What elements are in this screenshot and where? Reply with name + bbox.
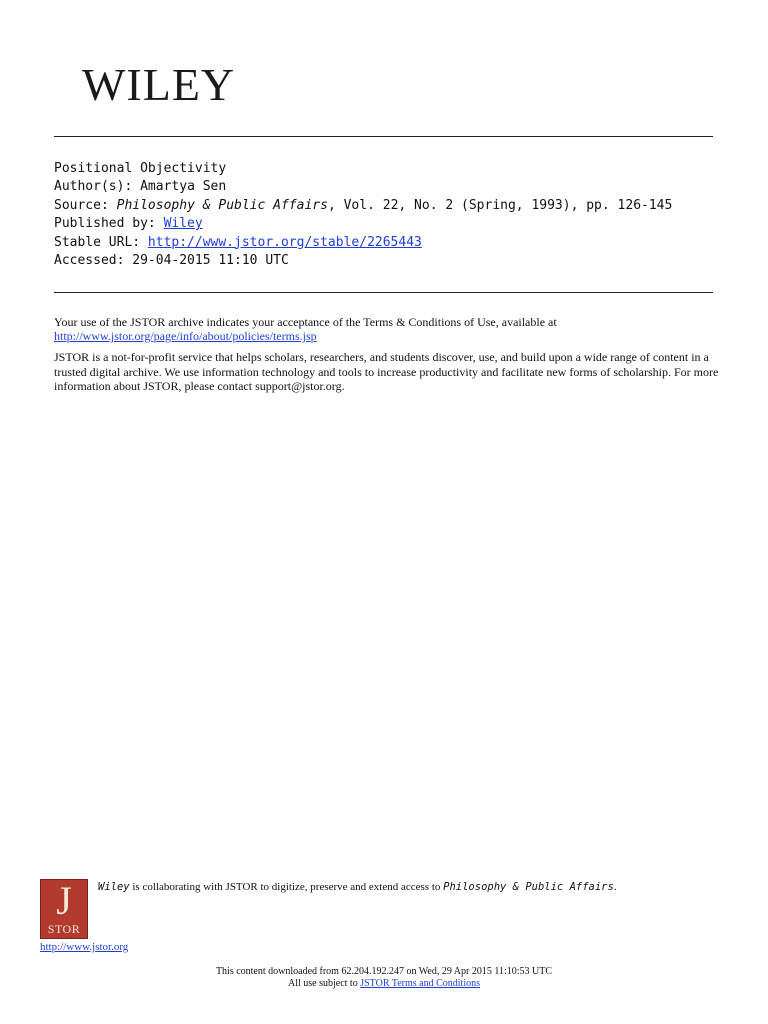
middle-divider xyxy=(54,292,713,293)
terms-notice xyxy=(54,315,724,400)
article-stable-url: Stable URL: http://www.jstor.org/stable/2265443 xyxy=(54,234,422,250)
terms-link[interactable]: http://www.jstor.org/page/info/about/policies/terms.jsp xyxy=(54,329,317,344)
jstor-logo[interactable] xyxy=(40,879,88,939)
jstor-home-link[interactable]: http://www.jstor.org xyxy=(40,941,129,953)
publisher-link[interactable]: Wiley xyxy=(163,216,203,232)
terms-paragraph: Your use of the JSTOR archive indicates your acceptance of the Terms & Conditions of Use, available at http://www.jstor.org/page/info/about/policies/terms.jsp xyxy=(54,315,557,344)
article-source: Source: Philosophy & Public Affairs, Vol. 22, No. 2 (Spring, 1993), pp. 126-145 xyxy=(54,197,673,213)
article-authors: Author(s): Amartya Sen xyxy=(54,179,227,195)
wiley-logo: WILEY xyxy=(82,59,236,110)
stable-url-link[interactable]: http://www.jstor.org/stable/2265443 xyxy=(147,234,422,250)
download-info: This content downloaded from 62.204.192.247 on Wed, 29 Apr 2015 11:10:53 UTC xyxy=(215,966,553,977)
collaboration-notice: Wiley is collaborating with JSTOR to digitize, preserve and extend access to Philosophy & Public Affairs. xyxy=(98,881,617,893)
article-publisher: Published by: Wiley xyxy=(54,216,203,232)
terms-footer: All use subject to JSTOR Terms and Conditions xyxy=(288,978,480,989)
jstor-logo-word: STOR xyxy=(47,922,81,936)
jstor-logo-letter: J xyxy=(56,878,72,923)
article-accessed: Accessed: 29-04-2015 11:10 UTC xyxy=(54,253,289,269)
jstor-description: JSTOR is a not-for-profit service that helps scholars, researchers, and students discover, use, and build upon a wide range of content in a trusted digital archive. We use information technology and tools to increase productivity and facilitate new forms of scholarship. For more information about JSTOR, please contact support@jstor.org. xyxy=(54,350,719,393)
top-divider xyxy=(54,136,713,137)
article-metadata xyxy=(54,160,672,270)
article-title: Positional Objectivity xyxy=(54,161,227,176)
terms-conditions-link[interactable]: JSTOR Terms and Conditions xyxy=(360,978,480,989)
download-footer xyxy=(0,966,768,990)
